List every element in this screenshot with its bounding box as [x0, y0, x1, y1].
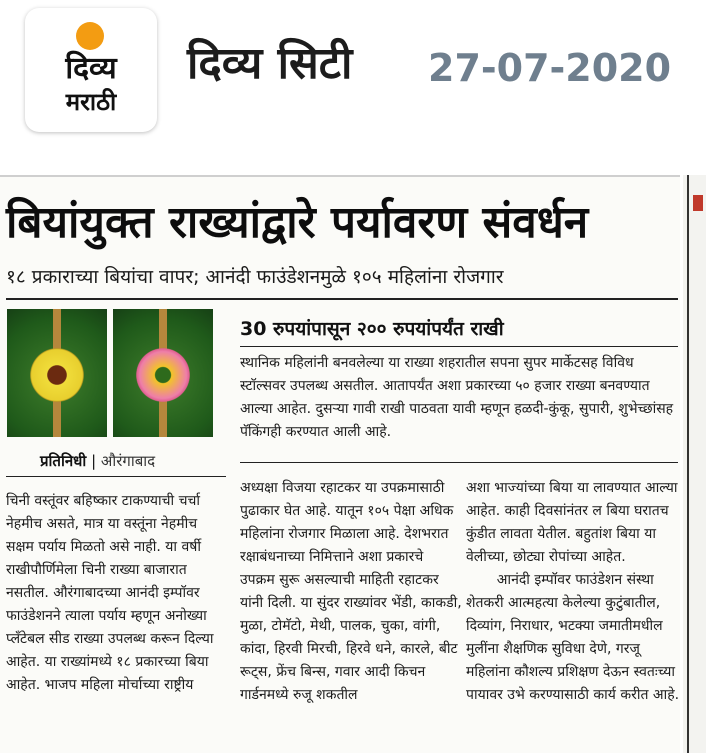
headline-divider — [6, 298, 678, 300]
sun-icon — [76, 22, 104, 50]
intro-divider — [240, 462, 678, 463]
column-text: अध्यक्षा विजया रहाटकर या उपक्रमासाठी पुढाकार घेत आहे. यातून १०५ पेक्षा अधिक महिलांना रोजगार मिळाला आहे. देशभरात रक्षाबंधनाच्या निमित्ताने अशा प्रकारचे उपक्रम सुरू असल्याची माहिती रहाटकर यांनी दिली. या सुंदर राख्यांवर भेंडी, काकडी, मुळा, टोमॅटो, मेथी, पालक, चुका, वांगी, कांदा, हिरवी मिरची, हिरवे धने, कारले, बीट रूट्स, फ्रेंच बिन्स, गवार आदी किचन गार्डनमध्ये रुजू शकतील — [240, 480, 462, 703]
seed-flower-icon — [133, 345, 193, 405]
article-column-2 — [240, 477, 462, 707]
yellow-seed-rakhi-photo — [7, 309, 107, 437]
edition-date: 27-07-2020 — [428, 46, 672, 90]
pink-seed-rakhi-photo — [113, 309, 213, 437]
column-divider — [687, 175, 689, 753]
column-text: अशा भाज्यांच्या बिया या लावण्यात आल्या आहेत. काही दिवसांनंतर ल बिया घरातच कुंडीत लावता येतील. बहुतांश बिया या वेलीच्या, छोट्या रोपांच्या आहेत. — [466, 480, 678, 565]
byline-separator: | — [91, 452, 101, 470]
red-marker — [693, 195, 703, 211]
logo-line-1: दिव्य — [65, 51, 117, 86]
price-subheading: 30 रुपयांपासून २०० रुपयांपर्यंत राखी — [240, 318, 504, 340]
byline-name: प्रतिनिधी — [40, 452, 87, 470]
article-column-1 — [6, 490, 228, 697]
article-column-3 — [466, 477, 680, 707]
column-text: चिनी वस्तूंवर बहिष्कार टाकण्याची चर्चा नेहमीच असते, मात्र या वस्तूंना नेहमीच सक्षम पर्याय मिळतो असे नाही. या वर्षी राखीपौर्णिमेला चिनी राख्या बाजारात नसतील. औरंगाबादच्या आनंदी इम्पॉवर फाउंडेशनने त्याला पर्याय म्हणून अनोख्या प्लँटेबल सीड राख्या उपलब्ध करून दिल्या आहेत. या राख्यांमध्ये १८ प्रकारच्या बिया आहेत. भाजप महिला मोर्चाच्या राष्ट्रीय — [6, 493, 214, 693]
intro-paragraph: स्थानिक महिलांनी बनवलेल्या या राख्या शहरातील सपना सुपर मार्केटसह विविध स्टॉल्सवर उपलब्ध असतील. आतापर्यंत अशा प्रकारच्या ५० हजार राख्या बनवण्यात आल्या आहेत. दुसऱ्या गावी राखी पाठवता यावी म्हणून हळदी-कुंकू, सुपारी, शुभेच्छांसह पॅकिंगही करण्यात आली आहे. — [240, 355, 674, 440]
app-header — [0, 0, 706, 150]
byline — [40, 450, 155, 472]
seed-flower-icon — [27, 345, 87, 405]
byline-city: औरंगाबाद — [100, 452, 156, 470]
subheading-divider — [240, 346, 678, 347]
byline-divider — [6, 476, 226, 477]
column-text: आनंदी इम्पॉवर फाउंडेशन संस्था शेतकरी आत्महत्या केलेल्या कुटुंबातील, दिव्यांग, निराधार, भटक्या जमातीमधील मुलींना शैक्षणिक सुविधा देणे, गरजू महिलांना कौशल्य प्रशिक्षण देऊन स्वतःच्या पायावर उभे करण्यासाठी कार्य करीत आहे. — [466, 572, 680, 703]
clipping-top-edge — [0, 175, 680, 177]
article-headline: बियांयुक्त राख्यांद्वारे पर्यावरण संवर्धन — [6, 197, 589, 248]
adjacent-article-edge — [683, 175, 706, 753]
page-title: दिव्य सिटी — [187, 38, 353, 89]
logo-line-2: मराठी — [65, 88, 117, 116]
article-subheadline: १८ प्रकाराच्या बियांचा वापर; आनंदी फाउंडेशनमुळे १०५ महिलांना रोजगार — [6, 266, 504, 288]
divya-marathi-logo[interactable] — [25, 8, 157, 132]
